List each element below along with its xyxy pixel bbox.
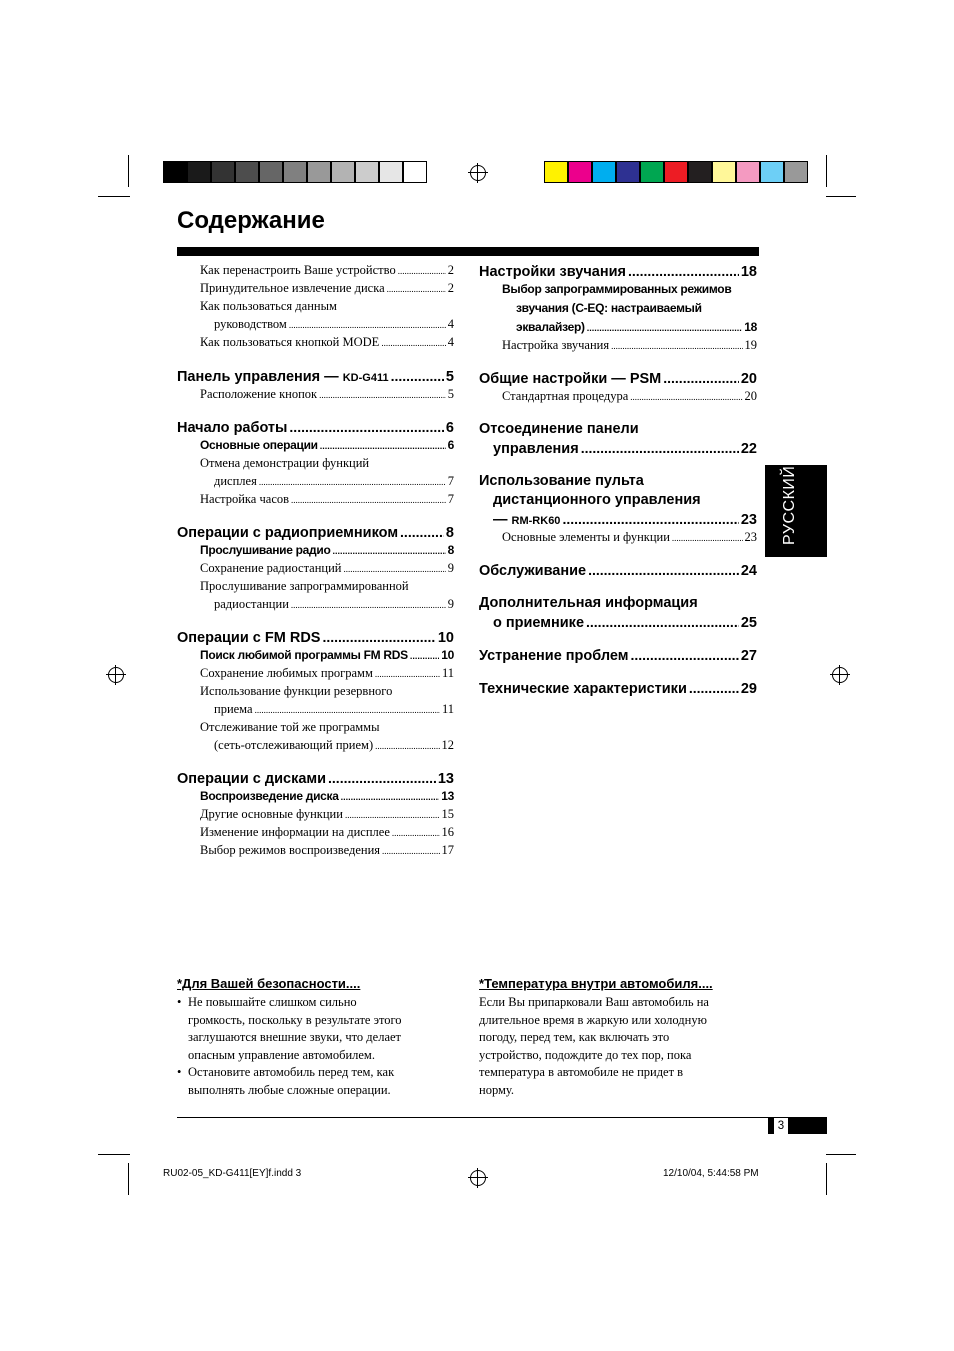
toc-entry-bold[interactable]: Воспроизведение диска ..... 13 (177, 789, 454, 807)
toc-section-more-info-cont[interactable]: о приемнике ..... 25 (479, 614, 757, 633)
toc-entry[interactable]: Использование функции резервного (200, 684, 393, 698)
color-swatch (592, 161, 616, 183)
toc-left-column (177, 263, 454, 861)
toc-entry-bold[interactable]: Прослушивание радио ..... 8 (177, 543, 454, 561)
toc-section-sound[interactable]: Настройки звучания ..... 18 (479, 263, 757, 282)
toc-entry[interactable]: Настройка часов ..... 7 (177, 492, 454, 510)
color-swatch (712, 161, 736, 183)
safety-note-heading: *Для Вашей безопасности.... (177, 976, 361, 991)
color-swatch (544, 161, 568, 183)
registration-mark-icon (832, 667, 848, 683)
toc-section-psm[interactable]: Общие настройки — PSM ..... 20 (479, 370, 757, 389)
toc-entry[interactable]: Как пользоваться кнопкой MODE ..... 4 (177, 335, 454, 353)
toc-section-discs[interactable]: Операции с дисками ..... 13 (177, 770, 454, 789)
grayscale-swatch (403, 161, 427, 183)
color-swatch (616, 161, 640, 183)
color-swatch (760, 161, 784, 183)
grayscale-swatch (211, 161, 235, 183)
grayscale-swatch (187, 161, 211, 183)
toc-section-more-info[interactable]: Дополнительная информация (479, 595, 698, 611)
grayscale-swatch (283, 161, 307, 183)
title-rule (177, 247, 759, 256)
temperature-note-text: Если Вы припарковали Ваш автомобиль на длительное время в жаркую или холодную погоду, перед тем, как включать это устройство, подождите до тех пор, пока температура в автомобиле не придет в норму. (479, 995, 709, 1097)
toc-entry[interactable]: руководством ..... 4 (177, 317, 454, 335)
toc-entry[interactable]: (сеть-отслеживающий прием) ..... 12 (177, 738, 454, 756)
toc-section-specifications[interactable]: Технические характеристики ..... 29 (479, 680, 757, 699)
color-swatch (784, 161, 808, 183)
grayscale-swatch (331, 161, 355, 183)
registration-mark-icon (470, 1170, 486, 1186)
footer-file: RU02-05_KD-G411[EY]f.indd 3 (163, 1168, 302, 1179)
grayscale-swatch (307, 161, 331, 183)
toc-entry[interactable]: Выбор режимов воспроизведения ..... 17 (177, 843, 454, 861)
toc-entry[interactable]: Сохранение любимых программ ..... 11 (177, 666, 454, 684)
toc-entry[interactable]: Основные элементы и функции ..... 23 (479, 530, 757, 548)
color-swatch (688, 161, 712, 183)
toc-entry-bold[interactable]: Основные операции ..... 6 (177, 438, 454, 456)
toc-entry[interactable]: Прослушивание запрограммированной (200, 579, 409, 593)
grayscale-swatch (379, 161, 403, 183)
toc-section-remote-model[interactable]: — RM-RK60 ..... 23 (479, 511, 757, 530)
toc-entry[interactable]: Другие основные функции ..... 15 (177, 807, 454, 825)
toc-entry[interactable]: Как пользоваться данным (200, 299, 337, 313)
toc-entry[interactable]: дисплея ..... 7 (177, 474, 454, 492)
page-title: Содержание (177, 207, 325, 234)
temperature-note (479, 976, 759, 1100)
toc-entry[interactable]: Стандартная процедура ..... 20 (479, 389, 757, 407)
toc-section-detach-panel[interactable]: Отсоединение панели (479, 421, 639, 437)
grayscale-swatch (355, 161, 379, 183)
page-number-box (768, 1118, 827, 1134)
toc-entry[interactable]: Отмена демонстрации функций (200, 456, 370, 470)
toc-section-fm-rds[interactable]: Операции с FM RDS ..... 10 (177, 629, 454, 648)
toc-section-control-panel[interactable]: Панель управления — KD-G411 ..... 5 (177, 368, 454, 387)
footer-datetime: 12/10/04, 5:44:58 PM (663, 1168, 759, 1179)
registration-mark-icon (108, 667, 124, 683)
registration-mark-icon (470, 165, 486, 181)
toc-right-column (479, 263, 757, 699)
toc-entry[interactable]: приема ..... 11 (177, 702, 454, 720)
grayscale-bar (163, 161, 427, 183)
temperature-note-heading: *Температура внутри автомобиля.... (479, 976, 713, 991)
page-number: 3 (774, 1118, 788, 1134)
language-tab (765, 465, 827, 557)
toc-entry-bold[interactable]: эквалайзер) ..... 18 (479, 320, 757, 338)
color-swatch (736, 161, 760, 183)
toc-entry-bold[interactable]: звучания (C-EQ: настраиваемый (516, 301, 702, 315)
color-bar (544, 161, 808, 183)
toc-entry[interactable]: Отслеживание той же программы (200, 720, 380, 734)
safety-bullet-2: • Остановите автомобиль перед тем, как выполнять любые сложные операции. (177, 1065, 395, 1097)
toc-entry[interactable]: Принудительное извлечение диска ..... 2 (177, 281, 454, 299)
toc-section-radio[interactable]: Операции с радиоприемником ..... 8 (177, 524, 454, 543)
toc-entry[interactable]: Настройка звучания ..... 19 (479, 338, 757, 356)
toc-section-detach-panel-cont[interactable]: управления ..... 22 (479, 440, 757, 459)
toc-section-troubleshooting[interactable]: Устранение проблем ..... 27 (479, 647, 757, 666)
color-swatch (664, 161, 688, 183)
toc-section-remote[interactable]: Использование пульта (479, 473, 644, 489)
grayscale-swatch (235, 161, 259, 183)
toc-entry-bold[interactable]: Выбор запрограммированных режимов (502, 282, 732, 296)
toc-section-maintenance[interactable]: Обслуживание ..... 24 (479, 562, 757, 581)
toc-entry[interactable]: Изменение информации на дисплее ..... 16 (177, 825, 454, 843)
toc-section-getting-started[interactable]: Начало работы ..... 6 (177, 419, 454, 438)
grayscale-swatch (163, 161, 187, 183)
safety-note (177, 976, 457, 1100)
toc-entry[interactable]: Расположение кнопок ..... 5 (177, 387, 454, 405)
grayscale-swatch (259, 161, 283, 183)
safety-bullet-1: • Не повышайте слишком сильно громкость, поскольку в результате этого заглушаются внешние звуки, что делает опасным управление автомобилем. (177, 995, 402, 1062)
toc-entry[interactable]: Как перенастроить Ваше устройство ..... 2 (177, 263, 454, 281)
toc-entry[interactable]: радиостанции ..... 9 (177, 597, 454, 615)
bottom-rule (177, 1117, 827, 1118)
toc-entry-bold[interactable]: Поиск любимой программы FM RDS ..... 10 (177, 648, 454, 666)
language-tab-label: РУССКИЙ (781, 465, 798, 545)
color-swatch (640, 161, 664, 183)
color-swatch (568, 161, 592, 183)
toc-section-remote-cont[interactable]: дистанционного управления (493, 492, 701, 508)
toc-entry[interactable]: Сохранение радиостанций ..... 9 (177, 561, 454, 579)
